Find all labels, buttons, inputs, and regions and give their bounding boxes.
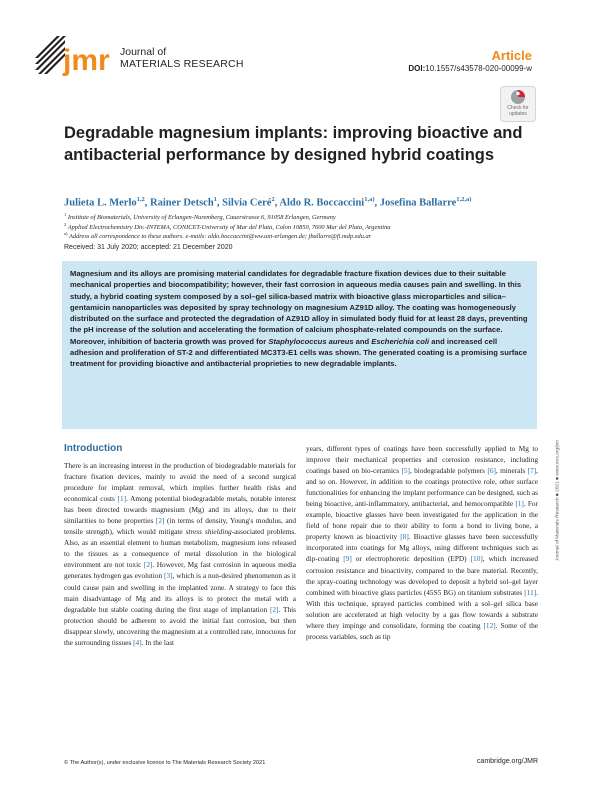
author-affiliation-marker: 1,a)	[364, 196, 375, 203]
author-affiliation-marker: 1,2	[136, 196, 145, 203]
abstract-segment: Magnesium and its alloys are promising material candidates for degradable fracture fixation devices due to their suitable mechanical properties and biocompatibility; however, their fast corrosion in aqueous media causes pain and swelling. In this study, a hybrid coating system composed by a sol–gel silica-based matrix with bioactive glass microparticles and silica–gentamicin nanoparticles was deposited by spray technology on magnesium AZ91D alloy. The coating was homogeneously distributed on the surface and protected the degradation of AZ91D alloy in simulated body fluid for at least 28 days, preventing the pH increase of the solution and accelerating the formation of calcium phosphate-related compounds on the surface. Moreover, inhibition of bacteria growth was proved for	[70, 269, 528, 346]
citation-link[interactable]: [2]	[143, 560, 153, 570]
side-strip-text: Journal of Materials Research ■ 2021 ■ www.mrs.org/jmr	[555, 439, 561, 562]
affiliation-marker: a)	[64, 231, 68, 236]
body-text: or electrophoretic deposition (EPD)	[351, 554, 471, 564]
affiliation-text: Applied Electrochemistry Div.-INTEMA, CONICET-University of Mar del Plata, Colon 10850, 7600 Mar del Plata, Argentina	[67, 224, 391, 232]
emphasis-text: stress shielding	[185, 527, 232, 537]
body-text: , which is a non-desired phenomenon as it could cause pain and swelling in the implanted zone. A strategy to face this main disadvantage of Mg and its alloys is to protect the metal with a degradable but stable coating during the first stage of implantation	[64, 571, 296, 614]
journal-name-line2: MATERIALS RESEARCH	[120, 58, 244, 70]
journal-website-link[interactable]: cambridge.org/JMR	[476, 758, 538, 765]
body-text: , biodegradable polymers	[409, 466, 488, 476]
citation-link[interactable]: [12]	[483, 620, 496, 630]
author-name[interactable]: Rainer Detsch	[149, 197, 214, 209]
section-heading-introduction: Introduction	[64, 443, 123, 454]
author-name[interactable]: Julieta L. Merlo	[64, 197, 137, 209]
body-text: There is an increasing interest in the production of biodegradable materials for fracture fixation devices, mainly to avoid the need of a second surgical procedure for implant removal, which implies further health risks and economical costs	[64, 461, 296, 504]
journal-name-line1: Journal of	[120, 46, 167, 58]
citation-link[interactable]: [5]	[401, 466, 410, 476]
abstract-species-name: Staphylococcus aureus	[268, 336, 354, 346]
copyright-footer: © The Author(s), under exclusive licence to The Materials Research Society 2021	[64, 760, 266, 766]
citation-link[interactable]: [2]	[269, 604, 279, 614]
body-text: , minerals	[495, 466, 528, 476]
abstract-text	[70, 268, 530, 370]
citation-link[interactable]: [3]	[164, 571, 173, 581]
affiliation-marker: 1	[64, 212, 67, 217]
author-affiliation-marker: 1	[213, 196, 217, 203]
body-text: -associated problems. Also, as an essential element to human metabolism, magnesium ions released to the tissues as a consequence of metal dissolution in the biological environment are not toxic	[64, 527, 296, 570]
citation-link[interactable]: [7]	[527, 466, 537, 476]
correspondence-note	[64, 231, 371, 240]
journal-logo[interactable]	[35, 36, 244, 80]
citation-link[interactable]: [6]	[487, 466, 496, 476]
abstract-species-name: Escherichia coli	[371, 336, 430, 346]
body-text: , and so on. However, in addition to the coatings protective role, other surface functionalities for enhancing the implant performance can be designed, such as being bioactive, anti-inflammatory, antibacterial, and hemocompatible	[306, 466, 538, 509]
body-text: years, different types of coatings have been successfully applied to Mg to improve their mechanical properties and corrosion resistance, including coatings based on bio-ceramics	[306, 444, 538, 476]
body-text: . With this technique, sprayed particles combined with a sol–gel silica base solution are accelerated at high velocity by a gas flow towards a substrate where they impinge and consolidate, forming the coating	[306, 587, 538, 630]
body-text: , which increased corrosion resistance and bioactivity, compared to the bare material. Recently, the spray-coating technology was developed to deposit a hybrid sol–gel layer combined with bioactive glass particles (45S5 BG) on titanium substrates	[306, 554, 538, 597]
side-journal-strip	[552, 420, 564, 590]
affiliation-marker: 2	[64, 222, 67, 227]
crossmark-icon	[501, 87, 535, 107]
jmr-logo-icon	[35, 36, 117, 80]
citation-link[interactable]: [2]	[155, 516, 165, 526]
body-column-left	[64, 460, 296, 780]
doi-value: 10.1557/s43578-020-00099-w	[425, 64, 532, 73]
article-title: Degradable magnesium implants: improving bioactive and antibacterial performance by designed hybrid coatings	[64, 124, 523, 164]
citation-link[interactable]: [1]	[117, 494, 127, 504]
author-list: Julieta L. Merlo$^{1,2}$, Rainer Detsch$^1$, Silvia Ceré$^2$, Aldo R. Boccaccini$^{1,a)}$, Josefina Ballarre$^{1,2,a)}$	[64, 196, 472, 209]
citation-link[interactable]: [11]	[524, 587, 537, 597]
received-dates: Received: 31 July 2020; accepted: 21 December 2020	[64, 244, 233, 251]
affiliation-1	[64, 212, 336, 221]
citation-link[interactable]: [4]	[133, 637, 142, 647]
body-text: . However, Mg fast corrosion in aqueous media generates hydrogen gas evolution	[64, 560, 296, 581]
body-column-right	[306, 443, 538, 773]
author-affiliation-marker: 1,2,a)	[456, 196, 472, 203]
abstract-segment: and	[353, 336, 372, 346]
citation-link[interactable]: [9]	[343, 554, 352, 564]
body-text: . For example, bioactive glasses have been investigated for the application in the field of bone repair due to their ability to form a bond to living bone, a property known as bioactivity	[306, 499, 538, 542]
abstract-segment: and increased cell adhesion and proliferation of ST-2 and differentiated MC3T3-E1 cells was shown. The generated coating is a promising surface treatment for providing bioactive and antibacterial proprieties to new degradable implants.	[70, 336, 527, 369]
correspondence-text: Address all correspondence to these authors. e-mails: aldo.boccaccini@ww.uni-erlangen.de; jballarre@fi.mdp.edu.ar	[68, 233, 372, 241]
citation-link[interactable]: [1]	[515, 499, 524, 509]
article-type-label: Article	[491, 48, 532, 63]
crossmark-label: Check for updates	[507, 105, 529, 117]
author-name[interactable]: Aldo R. Boccaccini	[279, 197, 365, 209]
body-text: . Bioactive glasses have been successfully incorporated into coatings for Mg alloys, using different techniques such as dip-coating	[306, 532, 538, 564]
logo-text: jmr	[63, 44, 110, 77]
citation-link[interactable]: [10]	[470, 554, 483, 564]
doi-line[interactable]	[408, 64, 532, 73]
body-text: (in terms of density, Young's modulus, and tensile strength), which would mitigate	[64, 516, 296, 537]
author-name[interactable]: Silvia Ceré	[222, 197, 272, 209]
author-name[interactable]: Josefina Ballarre	[379, 197, 457, 209]
body-text: . In the last	[141, 637, 175, 647]
body-text: . Among potential biodegradable metals, notable interest has been directed towards magnesium (Mg) and its alloys, due to their similarities to bone properties	[64, 494, 296, 526]
body-text: . This protection should be adherent to avoid the initial fast corrosion, but then disappear slowly, uncovering the magnesium at a controlled rate, innocuous for the surrounding tissues	[64, 604, 296, 647]
author-affiliation-marker: 2	[271, 196, 275, 203]
body-text: . Some of the process variables, such as tip	[306, 620, 538, 641]
affiliation-2	[64, 222, 390, 231]
affiliation-text: Institute of Biomaterials, University of Erlangen-Nuremberg, Cauerstrasse 6, 91058 Erlangen, Germany	[67, 214, 336, 222]
abstract-box	[62, 261, 537, 429]
doi-label: DOI:	[408, 64, 426, 73]
citation-link[interactable]: [8]	[400, 532, 409, 542]
check-for-updates-badge[interactable]	[500, 86, 536, 122]
